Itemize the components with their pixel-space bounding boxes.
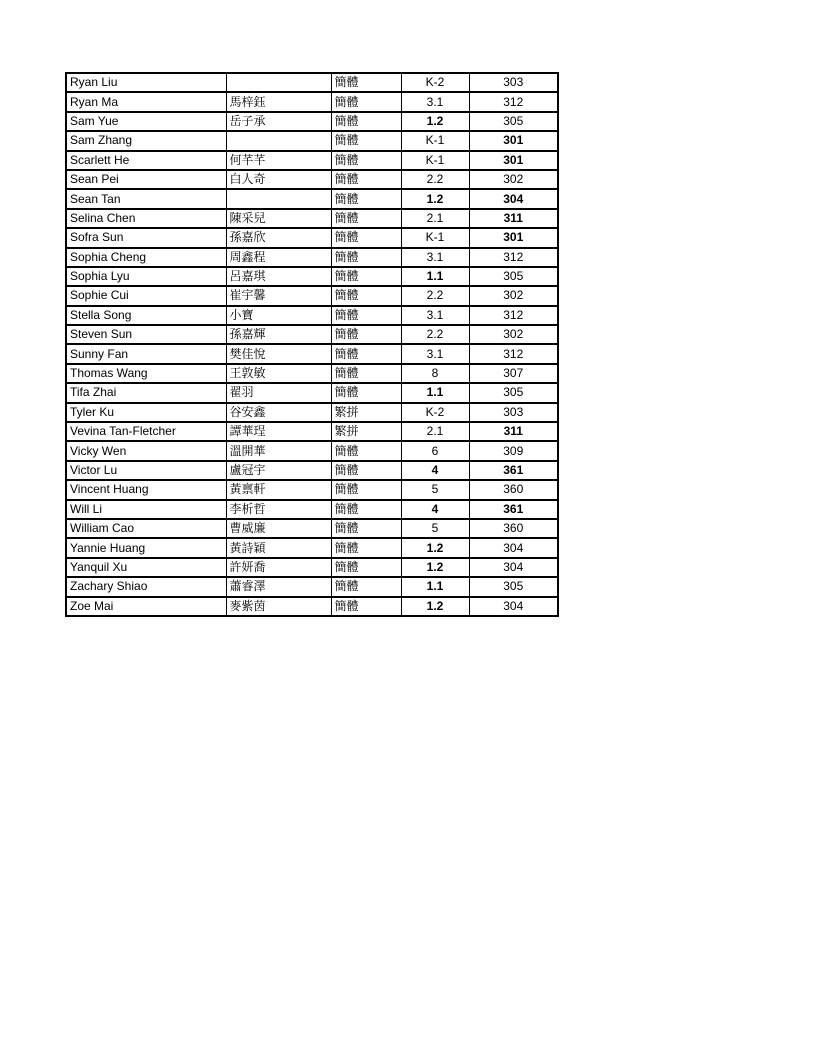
cell-script-type: 簡體 (331, 306, 401, 325)
cell-class-level: K-1 (401, 151, 469, 170)
cell-class-level: K-1 (401, 131, 469, 150)
cell-english-name: Scarlett He (66, 151, 226, 170)
table-row (66, 422, 558, 441)
cell-english-name: Steven Sun (66, 325, 226, 344)
table-row (66, 383, 558, 402)
table-row (66, 131, 558, 150)
cell-room-number: 301 (469, 228, 558, 247)
cell-chinese-name: 呂嘉琪 (226, 267, 331, 286)
cell-room-number: 304 (469, 558, 558, 577)
table-row (66, 577, 558, 596)
cell-class-level: 1.1 (401, 383, 469, 402)
cell-room-number: 304 (469, 189, 558, 208)
cell-room-number: 311 (469, 422, 558, 441)
cell-room-number: 360 (469, 480, 558, 499)
cell-room-number: 303 (469, 403, 558, 422)
table-row (66, 325, 558, 344)
cell-chinese-name: 盧冠宇 (226, 461, 331, 480)
cell-class-level: 3.1 (401, 344, 469, 363)
cell-english-name: William Cao (66, 519, 226, 538)
cell-class-level: 3.1 (401, 248, 469, 267)
cell-class-level: 2.2 (401, 325, 469, 344)
cell-english-name: Selina Chen (66, 209, 226, 228)
table-row (66, 306, 558, 325)
cell-room-number: 312 (469, 248, 558, 267)
table-row (66, 189, 558, 208)
cell-chinese-name (226, 189, 331, 208)
table-row (66, 228, 558, 247)
cell-class-level: 1.2 (401, 597, 469, 616)
cell-room-number: 304 (469, 538, 558, 557)
cell-room-number: 303 (469, 73, 558, 92)
cell-script-type: 簡體 (331, 383, 401, 402)
cell-class-level: 2.2 (401, 286, 469, 305)
cell-script-type: 簡體 (331, 73, 401, 92)
cell-room-number: 361 (469, 500, 558, 519)
cell-room-number: 302 (469, 286, 558, 305)
cell-class-level: 1.2 (401, 558, 469, 577)
cell-class-level: 1.2 (401, 538, 469, 557)
cell-room-number: 311 (469, 209, 558, 228)
cell-class-level: K-2 (401, 73, 469, 92)
table-row (66, 519, 558, 538)
cell-chinese-name: 孫嘉輝 (226, 325, 331, 344)
cell-chinese-name: 黃禀軒 (226, 480, 331, 499)
table-row (66, 92, 558, 111)
cell-chinese-name: 陳采兒 (226, 209, 331, 228)
cell-script-type: 簡體 (331, 325, 401, 344)
cell-script-type: 簡體 (331, 267, 401, 286)
table-row (66, 344, 558, 363)
table-row (66, 538, 558, 557)
cell-script-type: 簡體 (331, 112, 401, 131)
table-row (66, 558, 558, 577)
cell-chinese-name (226, 73, 331, 92)
cell-room-number: 301 (469, 131, 558, 150)
cell-script-type: 簡體 (331, 344, 401, 363)
cell-script-type: 簡體 (331, 131, 401, 150)
table-row (66, 73, 558, 92)
cell-script-type: 簡體 (331, 441, 401, 460)
cell-room-number: 312 (469, 344, 558, 363)
cell-chinese-name: 李析哲 (226, 500, 331, 519)
cell-room-number: 305 (469, 112, 558, 131)
cell-class-level: 5 (401, 519, 469, 538)
cell-class-level: 4 (401, 500, 469, 519)
cell-room-number: 307 (469, 364, 558, 383)
cell-class-level: 2.1 (401, 422, 469, 441)
cell-script-type: 簡體 (331, 519, 401, 538)
cell-script-type: 簡體 (331, 500, 401, 519)
cell-script-type: 繁拼 (331, 403, 401, 422)
cell-english-name: Stella Song (66, 306, 226, 325)
cell-chinese-name: 岳子承 (226, 112, 331, 131)
table-row (66, 112, 558, 131)
table-row (66, 209, 558, 228)
cell-chinese-name: 谷安鑫 (226, 403, 331, 422)
student-roster-table (65, 72, 559, 617)
cell-chinese-name: 許妍喬 (226, 558, 331, 577)
table-row (66, 170, 558, 189)
cell-room-number: 302 (469, 170, 558, 189)
cell-script-type: 簡體 (331, 538, 401, 557)
cell-english-name: Vevina Tan-Fletcher (66, 422, 226, 441)
cell-chinese-name: 樊佳悅 (226, 344, 331, 363)
table-row (66, 248, 558, 267)
table-row (66, 151, 558, 170)
cell-script-type: 簡體 (331, 558, 401, 577)
cell-room-number: 302 (469, 325, 558, 344)
table-row (66, 267, 558, 286)
cell-script-type: 簡體 (331, 461, 401, 480)
cell-english-name: Sophia Lyu (66, 267, 226, 286)
cell-room-number: 305 (469, 383, 558, 402)
cell-english-name: Vicky Wen (66, 441, 226, 460)
cell-script-type: 簡體 (331, 228, 401, 247)
cell-script-type: 簡體 (331, 286, 401, 305)
cell-english-name: Vincent Huang (66, 480, 226, 499)
cell-english-name: Sophie Cui (66, 286, 226, 305)
cell-chinese-name: 黃詩穎 (226, 538, 331, 557)
cell-english-name: Sam Yue (66, 112, 226, 131)
cell-script-type: 簡體 (331, 577, 401, 596)
table-row (66, 364, 558, 383)
cell-chinese-name: 翟羽 (226, 383, 331, 402)
cell-english-name: Victor Lu (66, 461, 226, 480)
table-row (66, 403, 558, 422)
cell-chinese-name: 王敦敏 (226, 364, 331, 383)
cell-room-number: 301 (469, 151, 558, 170)
cell-script-type: 簡體 (331, 209, 401, 228)
cell-script-type: 繁拼 (331, 422, 401, 441)
cell-chinese-name (226, 131, 331, 150)
cell-class-level: 3.1 (401, 306, 469, 325)
table-row (66, 597, 558, 616)
cell-class-level: 1.1 (401, 267, 469, 286)
cell-script-type: 簡體 (331, 480, 401, 499)
cell-class-level: 2.1 (401, 209, 469, 228)
cell-room-number: 361 (469, 461, 558, 480)
cell-script-type: 簡體 (331, 151, 401, 170)
cell-chinese-name: 何芊芊 (226, 151, 331, 170)
cell-english-name: Ryan Liu (66, 73, 226, 92)
cell-english-name: Sofra Sun (66, 228, 226, 247)
cell-english-name: Ryan Ma (66, 92, 226, 111)
cell-english-name: Tifa Zhai (66, 383, 226, 402)
table-row (66, 480, 558, 499)
cell-class-level: 2.2 (401, 170, 469, 189)
cell-english-name: Sophia Cheng (66, 248, 226, 267)
cell-english-name: Will Li (66, 500, 226, 519)
table-row (66, 286, 558, 305)
cell-class-level: 8 (401, 364, 469, 383)
cell-class-level: K-2 (401, 403, 469, 422)
cell-script-type: 簡體 (331, 92, 401, 111)
cell-chinese-name: 曹威廉 (226, 519, 331, 538)
cell-script-type: 簡體 (331, 248, 401, 267)
cell-class-level: 5 (401, 480, 469, 499)
cell-english-name: Sunny Fan (66, 344, 226, 363)
table-row (66, 461, 558, 480)
cell-chinese-name: 麥紫茵 (226, 597, 331, 616)
cell-class-level: K-1 (401, 228, 469, 247)
cell-english-name: Zoe Mai (66, 597, 226, 616)
cell-english-name: Thomas Wang (66, 364, 226, 383)
cell-english-name: Sean Pei (66, 170, 226, 189)
cell-chinese-name: 孫嘉欣 (226, 228, 331, 247)
cell-class-level: 1.2 (401, 112, 469, 131)
table-row (66, 441, 558, 460)
cell-english-name: Tyler Ku (66, 403, 226, 422)
cell-class-level: 1.2 (401, 189, 469, 208)
cell-chinese-name: 崔宇馨 (226, 286, 331, 305)
cell-chinese-name: 溫開華 (226, 441, 331, 460)
cell-chinese-name: 譚華珵 (226, 422, 331, 441)
cell-chinese-name: 白人奇 (226, 170, 331, 189)
cell-room-number: 305 (469, 577, 558, 596)
cell-chinese-name: 周鑫程 (226, 248, 331, 267)
cell-class-level: 1.1 (401, 577, 469, 596)
cell-chinese-name: 蕭睿澤 (226, 577, 331, 596)
cell-script-type: 簡體 (331, 364, 401, 383)
cell-english-name: Yanquil Xu (66, 558, 226, 577)
cell-chinese-name: 小寶 (226, 306, 331, 325)
cell-room-number: 304 (469, 597, 558, 616)
table-row (66, 500, 558, 519)
cell-english-name: Sam Zhang (66, 131, 226, 150)
cell-script-type: 簡體 (331, 189, 401, 208)
cell-script-type: 簡體 (331, 170, 401, 189)
cell-english-name: Sean Tan (66, 189, 226, 208)
cell-room-number: 305 (469, 267, 558, 286)
cell-script-type: 簡體 (331, 597, 401, 616)
student-roster-body (66, 73, 558, 616)
cell-room-number: 309 (469, 441, 558, 460)
cell-room-number: 312 (469, 306, 558, 325)
cell-class-level: 4 (401, 461, 469, 480)
cell-class-level: 3.1 (401, 92, 469, 111)
cell-english-name: Zachary Shiao (66, 577, 226, 596)
cell-english-name: Yannie Huang (66, 538, 226, 557)
cell-room-number: 360 (469, 519, 558, 538)
cell-class-level: 6 (401, 441, 469, 460)
cell-chinese-name: 馬梓鈺 (226, 92, 331, 111)
cell-room-number: 312 (469, 92, 558, 111)
